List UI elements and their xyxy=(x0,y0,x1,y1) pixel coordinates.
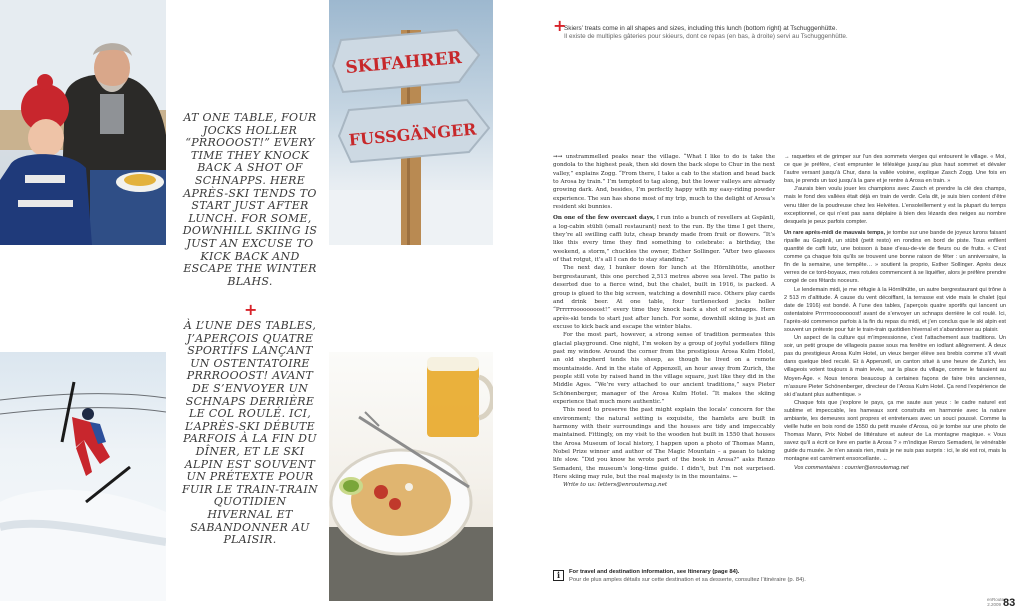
continued-arrow-icon: → xyxy=(784,154,792,160)
article-column-english xyxy=(553,153,775,490)
info-icon: i xyxy=(553,570,564,581)
article-column-french xyxy=(784,153,1006,472)
article-en-paragraph: →→ unstrammelled peaks near the village. “What I like to do is take the gondola to the highest peak, then ski down the back slope to Chur in the next valley,” explains Zogg. “From there, I take a cab to the station and head back to Arosa by train.” I’m tempted to tag along, but the lower valleys are already growing dark. And, besides, I’m perfectly happy with my easy-riding powder experience. The sun has shone most of my trip, much to the delight of Arosa’s resident ski bunnies. xyxy=(553,154,776,211)
article-en-paragraph: On one of the few overcast days, I run into a bunch of revellers at Gspänli, a log-cabin stübli (small restaurant) next to the run. By the time I get there, they’re all swilling caffi lutz, cheap brandy made from fruit or flowers. “It’s like this every time they find something to celebrate: a birthday, the weekend, a storm,” chuckles the owner, Esther Sollinger. “After two glasses of that rotgut, it’s all I can do to stay standing.” xyxy=(553,215,776,264)
pull-quote-french: À L’UNE DES TABLES, J’APERÇOIS QUATRE SPORTIFS LANÇANT UN OSTENTATOIRE PRRROOOST! AVANT DE S’ENVOYER UN SCHNAPS DERRIÈRE LE COL ROULÉ. ICI, L’APRÈS-SKI DÉBUTE PARFOIS À LA FIN DU DÎNER, ET LE SKI ALPIN EST SOUVENT UN PRÉTEXTE POUR FUIR LE TRAIN-TRAIN QUOTIDIEN HIVERNAL ET SABANDONNER AU PLAISIR. xyxy=(182,319,318,547)
folio-magazine xyxy=(987,597,1005,607)
photo-father-and-child xyxy=(0,0,166,245)
caption-french: Il existe de multiples gâteries pour skieurs, dont ce repas (en bas, à droite) servi au Tschuggenhütte. xyxy=(564,33,848,40)
photo-ski-jumper xyxy=(0,352,166,601)
article-fr-paragraph: Un rare après-midi de mauvais temps, je tombe sur une bande de joyeux lurons faisant ripaille au Gspänli, un stübli (petit resto) en rondins en bord de piste. Tous enfilent quantité de caffi lutz, une boisson à base d’eau-de-vie de fleurs ou de fruits. « C’est comme ça chaque fois qu’ils se trouvent une bonne raison de fêter : un anniversaire, la fin de la semaine, une tempête… » soutient la proprio, Esther Sollinger. Après deux verres de ce tord-boyaux, mes rotules commencent à se liquéfier, alors je préfère prendre congé de ces fêtards noceurs. xyxy=(784,229,1007,285)
sign-skifahrer: SKIFAHRER xyxy=(344,47,463,79)
photo-food-illustration xyxy=(329,352,493,601)
info-english: For travel and destination information, see Itinerary (page 84). xyxy=(569,569,740,575)
caption-cross-icon: + xyxy=(553,16,567,35)
photo-caption xyxy=(564,25,994,41)
info-french: Pour de plus amples détails sur cette destination et sa desserte, consultez l’itinéraire (p. 84). xyxy=(569,576,806,583)
folio-magazine-name: enRoute xyxy=(987,597,1005,602)
article-fr-credit: Vos commentaires : courrier@enroutemag.net xyxy=(794,464,909,471)
article-fr-paragraph: Un aspect de la culture qui m’impressionne, c’est l’attachement aux traditions. Un soir, un petit groupe de villageois passe sous ma fenêtre en iodlant allègrement. À deux pas du prestigieux Arosa Kulm Hotel, un vieux berger élève ses brebis comme s’il vivait dans quelque bled reculé. Et à Appenzell, un canton situé à une heure de Zurich, les villageois votent toujours à main levée, sur la place du village, comme le faisaient au Moyen-Âge. « Nous tenons beaucoup à certaines façons de faire très anciennes, m’assure Pieter Schönenberger, directeur de l’Arosa Kulm Hotel. Ça rend l’expérience de ski d’autant plus authentique. » xyxy=(784,335,1006,398)
page-number: 83 xyxy=(1003,597,1016,609)
continued-arrow-icon: →→ xyxy=(553,154,566,160)
itinerary-info-note xyxy=(553,569,1013,584)
article-fr-paragraph: J’aurais bien voulu jouer les champions avec Zasch et prendre la clé des champs, mais le fond des vallées était déjà en train de verdir. Cela dit, je suis bien content d’être venu tâter de la poudreuse chez les Helvètes. L’ensoleillement y est la plupart du temps exceptionnel, ce qui n’est pas sans déplaire à bien des lézards des neiges au nombre desquels je peux parfois compter. xyxy=(784,186,1006,225)
photo-signs-illustration xyxy=(329,0,493,245)
sign-fussganger: FUSSGÄNGER xyxy=(347,119,478,150)
folio-date: 2.2009 xyxy=(987,602,1001,607)
caption-english: Skiers’ treats come in all shapes and sizes, including this lunch (bottom right) at Tschuggenhütte. xyxy=(564,25,838,32)
article-en-paragraph: This need to preserve the past might explain the locals’ concern for the environment; the natural setting is exquisite, the hamlets are built in harmony with their surroundings and the houses are tidy and impeccably maintained. Fittingly, on my visit to the wooden hut built in 1550 that houses the Arosa Museum of local history, I happen upon a photo of Thomas Mann, Nobel Prize winner and author of The Magic Mountain – a paean to taking life slow. “Did you know he wrote part of the book in Arosa?” asks Renzo Semadeni, the museum’s long-time guide. I didn’t, but I’m not surprised. Here skiing may rule, but the real majesty is in the mountains. ← xyxy=(553,407,775,481)
article-fr-paragraph: → raquettes et de grimper sur l’un des sommets vierges qui entourent le village. « Moi, ce que je préfère, c’est emprunter le télésiège jusqu’au plus haut sommet et dévaler l’autre versant jusqu’à Chur, dans la vallée voisine, explique Zasch Zogg. Une fois en bas, je prends un taxi jusqu’à la gare et je rentre à Arosa en train. » xyxy=(784,154,1006,185)
photo-ski-signposts xyxy=(329,0,493,245)
photo-family-illustration xyxy=(0,0,166,245)
article-en-paragraph: For the most part, however, a strong sense of tradition permeates this glacial playground. One night, I’m woken by a group of joyful yodellers filing past my window. Around the corner from the prestigious Arosa Kulm Hotel, an old shepherd tends his sheep, as though he lived on a remote mountainside. And in the state of Appenzell, an hour away from Zurich, the people still vote by raised hand in the village square, just like they did in the Middle Ages. “We’re very attached to our ancient traditions,” says Pieter Schönenberger, manager of the Arosa Kulm Hotel. “It makes the skiing experience that much more authentic.” xyxy=(553,332,775,405)
photo-lunch-plate xyxy=(329,352,493,601)
red-cross-icon: + xyxy=(244,300,258,319)
article-fr-paragraph: Chaque fois que j’explore le pays, ça me saute aux yeux : le cadre naturel est sublime et impeccable, les hameaux sont construits en harmonie avec la nature ambiante, les demeures sont propres et entretenues avec un souci poussé. Comme la vieille hutte en bois rond de 1550 du petit musée d’Arosa, où je tombe sur une photo de Thomas Mann, Prix Nobel de littérature et auteur de La montagne magique. « Vous savez qu’il a écrit ce livre en partie à Arosa ? » m’indique Renzo Semadeni, le vénérable guide du musée. Je n’en savais rien, mais je ne suis pas surpris : ici, le ski est roi, mais la montagne est carrément ensorcellante. ← xyxy=(784,399,1006,463)
pull-quote-english: AT ONE TABLE, FOUR JOCKS HOLLER “PRROOOST!” EVERY TIME THEY KNOCK BACK A SHOT OF SCHNAPPS. HERE APRÈS-SKI TENDS TO START JUST AFTER LUNCH. FOR SOME, DOWNHILL SKIING IS JUST AN EXCUSE TO KICK BACK AND ESCAPE THE WINTER BLAHS. xyxy=(182,111,318,288)
photo-skier-illustration xyxy=(0,352,166,601)
article-fr-paragraph: Le lendemain midi, je me réfugie à la Hörnlihütte, un autre bergrestaurant qui trône à 2 513 m d’altitude. À cause du vent décoiffant, la terrasse est vide mais le chalet (qui date de 1916) est bondé. À l’une des tables, j’aperçois quatre sportifs qui lancent un ostentatoire Prrrrrroooooooost! avant de s’envoyer un schnaps derrière le col roulé. Ici, l’après-ski commence parfois à la fin du repas du midi, et j’en conclus que le ski alpin est souvent un prétexte pour fuir le train-train quotidien hivernal et s’abandonner au plaisir. xyxy=(784,286,1006,333)
article-en-paragraph: The next day, I hunker down for lunch at the Hörnlihütte, another bergrestaurant, this one perched 2,513 metres above sea level. The patio is deserted due to a fierce wind, but the chalet, built in 1916, is packed. A group is glued to the big screen, watching a downhill race. Others play cards and drink beer. At one table, four turtlenecked jocks holler “Prrrrroooooooost!” every time they knock back a shot of schnapps. Here après-ski tends to start just after lunch. For some, downhill skiing is just an excuse to kick back and escape the winter blahs. xyxy=(553,265,775,330)
article-en-credit: Write to us: letters@enroutemag.net xyxy=(563,482,668,489)
